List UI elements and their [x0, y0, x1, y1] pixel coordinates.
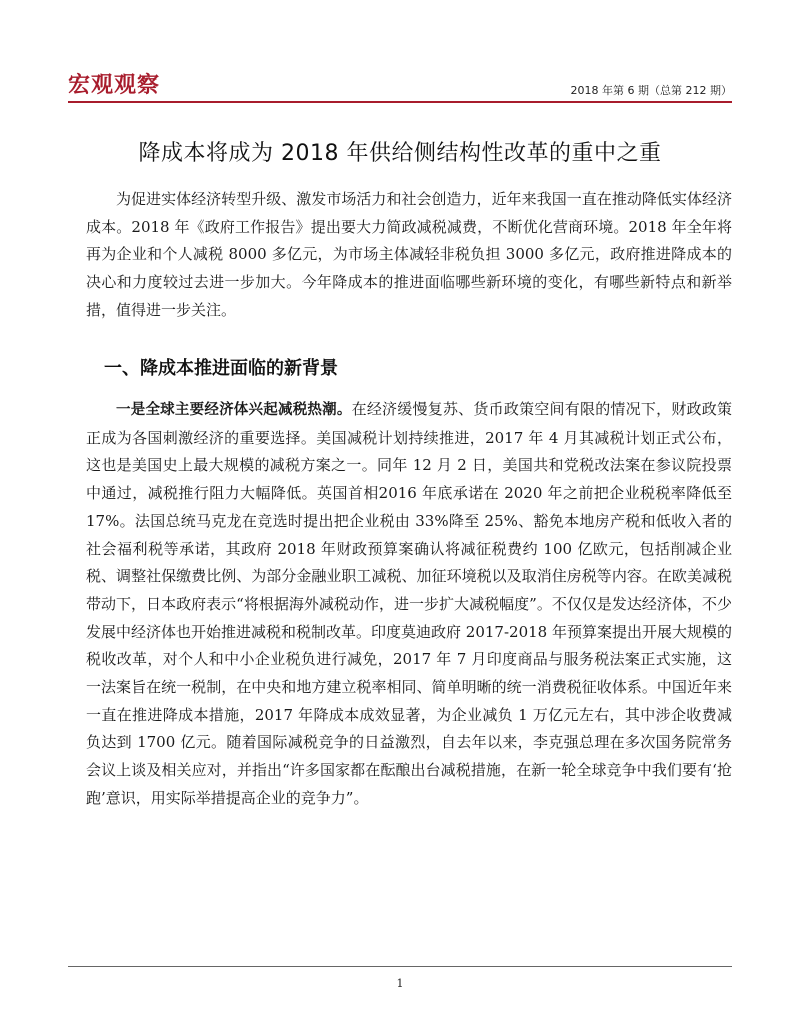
article-title: 降成本将成为 2018 年供给侧结构性改革的重中之重: [138, 141, 662, 166]
brand-title: 宏观观察: [68, 73, 161, 98]
page-header: [68, 64, 732, 104]
paragraph-body: 在经济缓慢复苏、货币政策空间有限的情况下，财政政策正成为各国刺激经济的重要选择。美国减税计划持续推进，2017 年 4 月其减税计划正式公布，这也是美国史上最大规模的减税方案之一。同年 12 月 2 日，美国共和党税改法案在参议院投票中通过，减税推行阻力大幅降低。英国首相2016 年底承诺在 2020 年之前把企业税税率降低至 17%。法国总统马克龙在竞选时提出把企业税由 33%降至 25%、豁免本地房产税和低收入者的社会福利税等承诺，其政府 2018 年财政预算案确认将减征税费约 100 亿欧元，包括削减企业税、调整社保缴费比例、为部分金融业职工减税、加征环境税以及取消住房税等内容。在欧美减税带动下，日本政府表示“将根据海外减税动作，进一步扩大减税幅度”。不仅仅是发达经济体，不少发展中经济体也开始推进减税和税制改革。印度莫迪政府 2017-2018 年预算案提出开展大规模的税收改革，对个人和中小企业税负进行减免，2017 年 7 月印度商品与服务税法案正式实施，这一法案旨在统一税制，在中央和地方建立税率相同、简单明晰的统一消费税征收体系。中国近年来一直在推进降成本措施，2017 年降成本成效显著，为企业减负 1 万亿元左右，其中涉企收费减负达到 1700 亿元。随着国际减税竞争的日益激烈，自去年以来，李克强总理在多次国务院常务会议上谈及相关应对，并指出“许多国家都在酝酿出台减税措施，在新一轮全球竞争中我们要有‘抢跑’意识，用实际举措提高企业的竞争力”。: [86, 400, 732, 807]
section-paragraph: [86, 396, 732, 813]
issue-number: 2018 年第 6 期（总第 212 期）: [570, 84, 732, 97]
intro-paragraph: 为促进实体经济转型升级、激发市场活力和社会创造力，近年来我国一直在推动降低实体经济成本。2018 年《政府工作报告》提出要大力简政减税减费，不断优化营商环境。2018 年全年将再为企业和个人减税 8000 多亿元，为市场主体减轻非税负担 3000 多亿元，政府推进降成本的决心和力度较过去进一步加大。今年降成本的推进面临哪些新环境的变化，有哪些新特点和新举措，值得进一步关注。: [86, 190, 732, 319]
footer-divider: [68, 966, 732, 967]
page-number: 1: [396, 977, 404, 990]
section-heading: 一、降成本推进面临的新背景: [104, 358, 338, 379]
header-divider: [68, 101, 732, 103]
paragraph-lead: 一是全球主要经济体兴起减税热潮。: [116, 402, 352, 418]
